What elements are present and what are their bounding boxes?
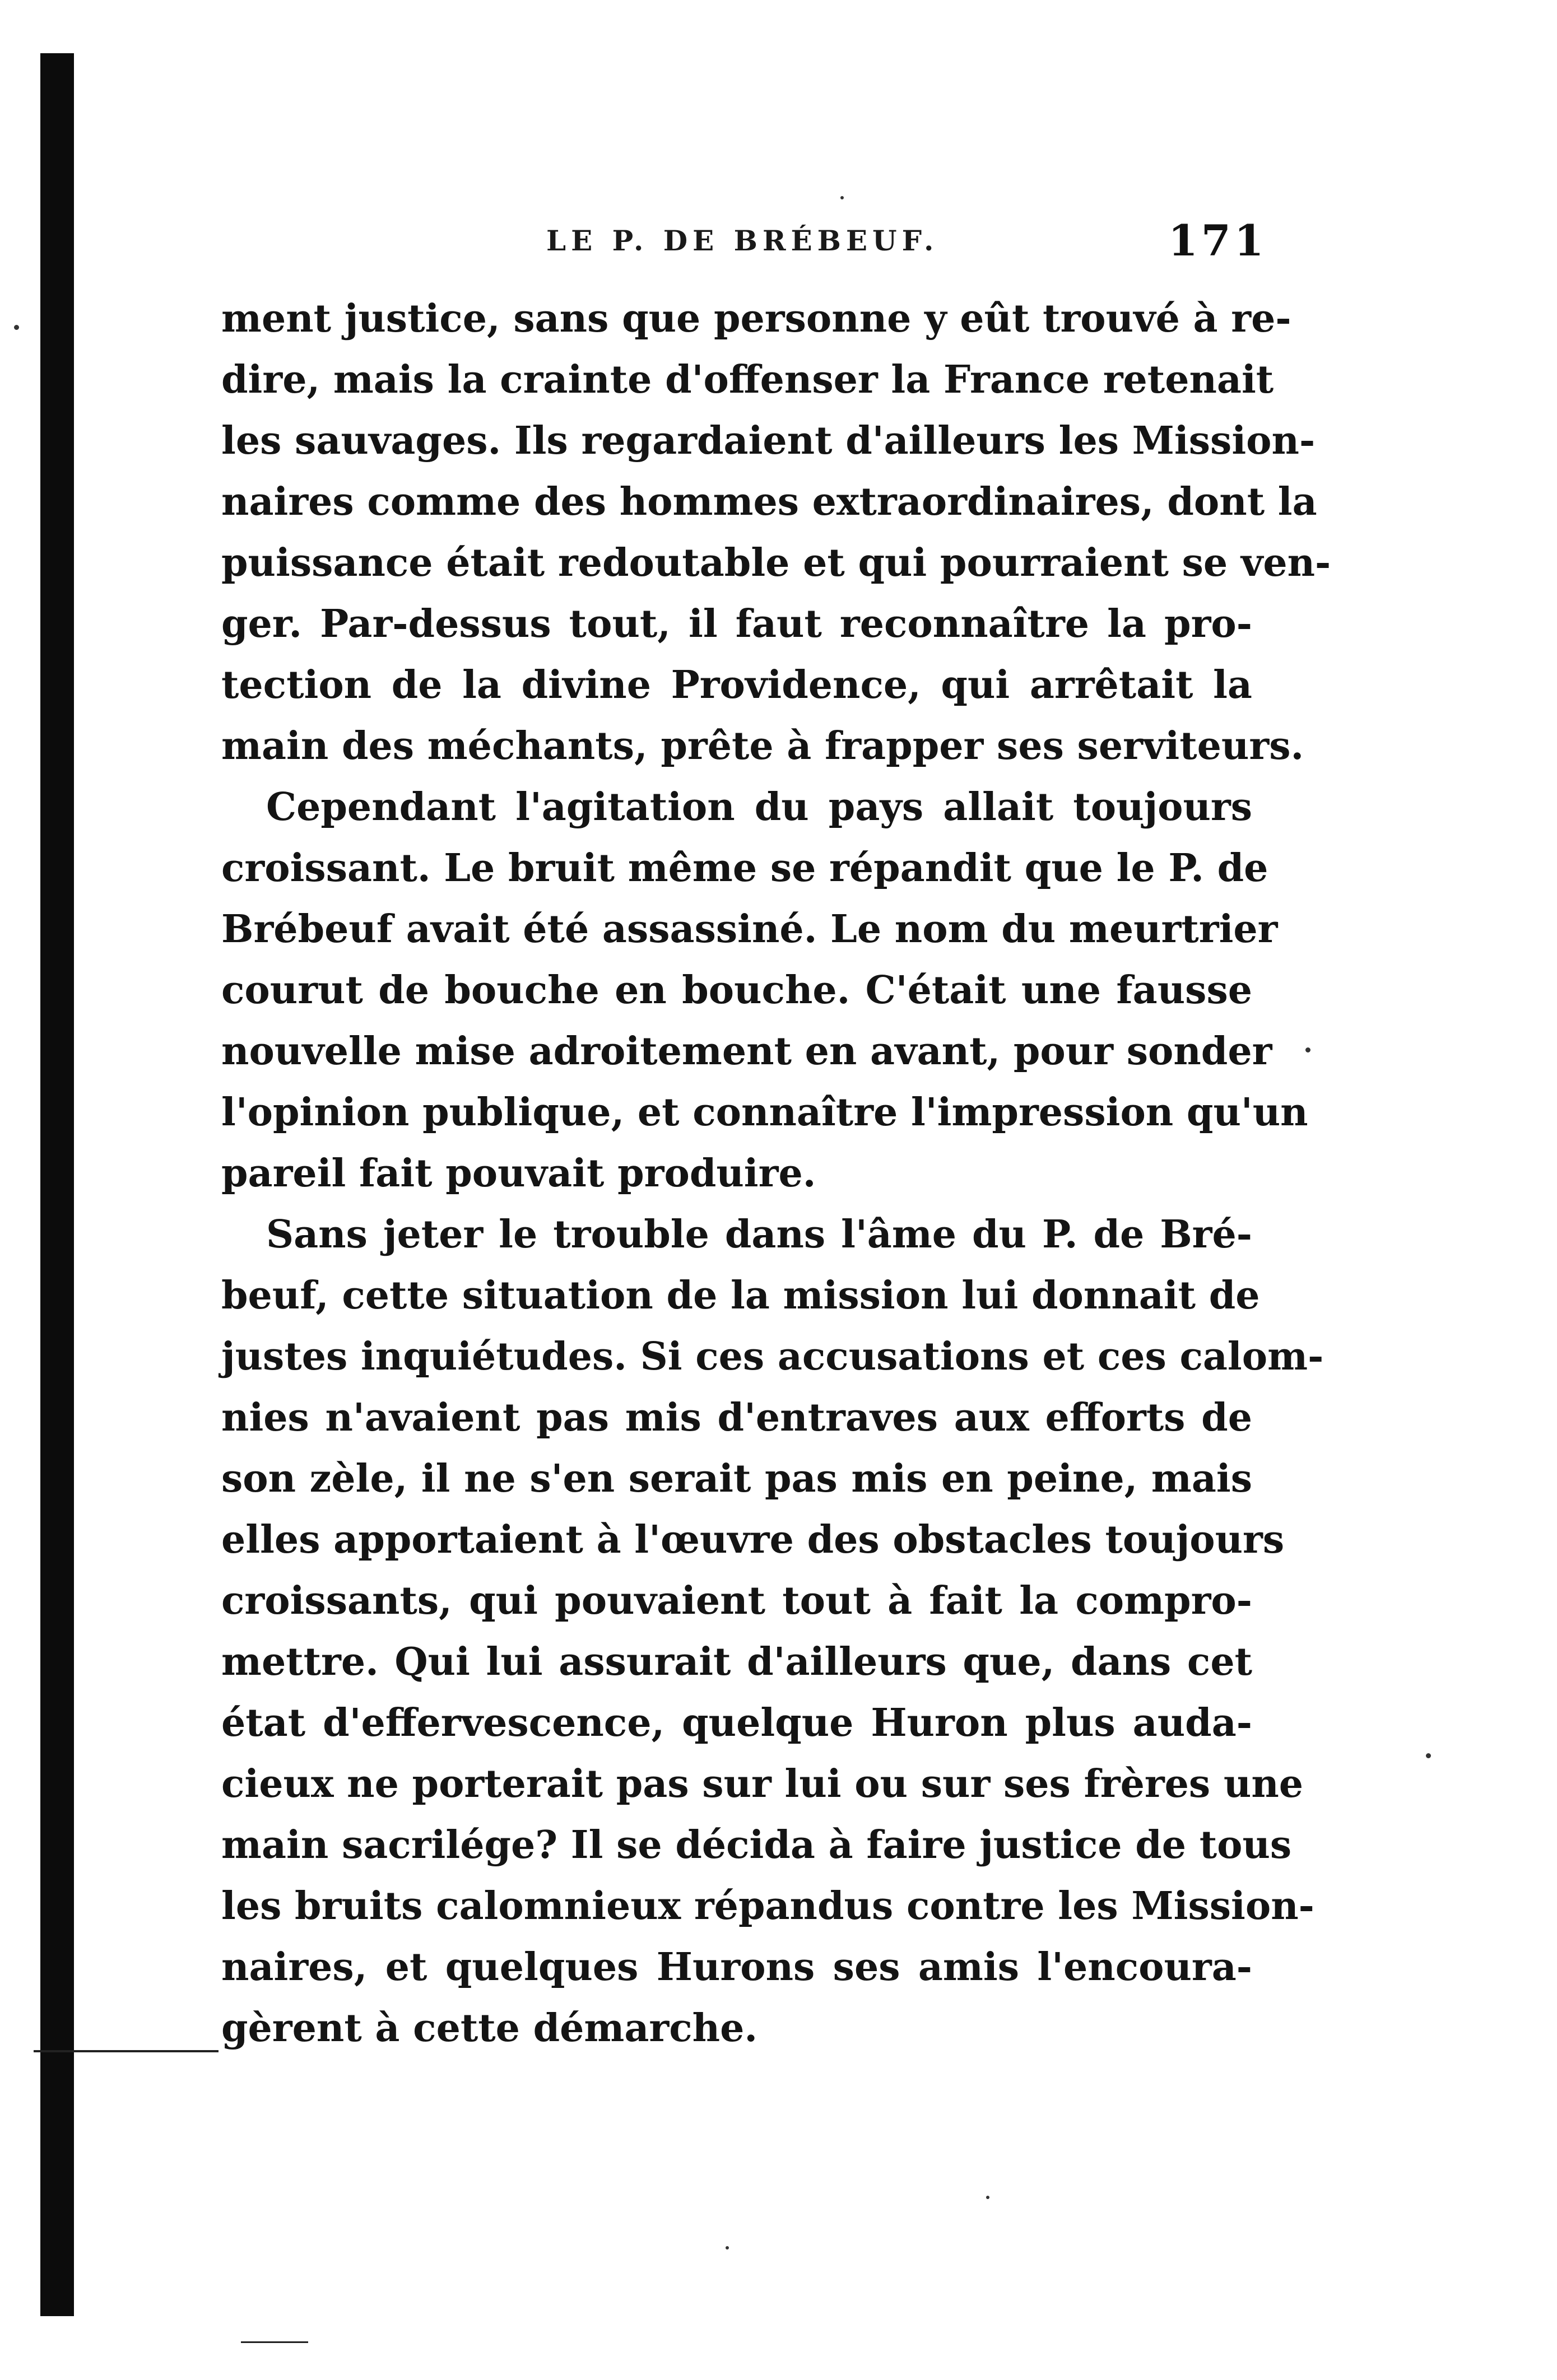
scan-speck xyxy=(1426,1753,1431,1758)
text-line: ger. Par-dessus tout, il faut reconnaître la pro- xyxy=(221,602,1252,646)
text-line: mettre. Qui lui assurait d'ailleurs que, dans cet xyxy=(221,1640,1252,1684)
text-line: main des méchants, prête à frapper ses serviteurs. xyxy=(221,724,1304,769)
margin-rule-line xyxy=(34,2050,219,2052)
scan-speck xyxy=(840,196,844,199)
text-line: courut de bouche en bouche. C'était une fausse xyxy=(221,968,1252,1013)
text-line: Brébeuf avait été assassiné. Le nom du meurtrier xyxy=(221,907,1278,952)
running-head: LE P. DE BRÉBEUF. xyxy=(546,224,939,257)
text-line: dire, mais la crainte d'offenser la France retenait xyxy=(221,357,1274,402)
page-number: 171 xyxy=(1168,216,1267,266)
text-line: pareil fait pouvait produire. xyxy=(221,1151,816,1196)
body-text xyxy=(221,288,1331,2059)
text-line: tection de la divine Providence, qui arrêtait la xyxy=(221,663,1252,707)
text-line: l'opinion publique, et connaître l'impression qu'un xyxy=(221,1090,1308,1135)
scan-speck xyxy=(14,325,19,330)
scan-speck xyxy=(1305,1047,1310,1052)
text-line: justes inquiétudes. Si ces accusations et ces calom- xyxy=(221,1334,1324,1379)
text-line: cieux ne porterait pas sur lui ou sur ses frères une xyxy=(221,1762,1304,1806)
text-line: Sans jeter le trouble dans l'âme du P. de Bré- xyxy=(266,1212,1252,1257)
text-line: son zèle, il ne s'en serait pas mis en peine, mais xyxy=(221,1456,1252,1501)
text-line: les sauvages. Ils regardaient d'ailleurs les Mission- xyxy=(221,418,1316,463)
text-line: beuf, cette situation de la mission lui donnait de xyxy=(221,1273,1260,1318)
text-line: nouvelle mise adroitement en avant, pour sonder xyxy=(221,1029,1272,1074)
text-line: naires, et quelques Hurons ses amis l'encoura- xyxy=(221,1945,1252,1990)
text-line: croissants, qui pouvaient tout à fait la compro- xyxy=(221,1578,1252,1623)
text-line: Cependant l'agitation du pays allait toujours xyxy=(266,785,1252,830)
page-binding-edge xyxy=(40,53,74,2316)
scan-speck xyxy=(986,2196,989,2199)
text-line: puissance était redoutable et qui pourraient se ven- xyxy=(221,541,1331,585)
text-line: état d'effervescence, quelque Huron plus auda- xyxy=(221,1701,1252,1745)
text-line: gèrent à cette démarche. xyxy=(221,2006,758,2051)
text-line: elles apportaient à l'œuvre des obstacles toujours xyxy=(221,1517,1285,1562)
text-line: croissant. Le bruit même se répandit que le P. de xyxy=(221,846,1268,891)
text-line: nies n'avaient pas mis d'entraves aux efforts de xyxy=(221,1395,1252,1440)
scan-speck xyxy=(726,2246,729,2249)
text-line: ment justice, sans que personne y eût trouvé à re- xyxy=(221,296,1291,341)
text-line: main sacrilége? Il se décida à faire justice de tous xyxy=(221,1823,1292,1867)
text-line: naires comme des hommes extraordinaires, dont la xyxy=(221,479,1317,524)
margin-rule-line xyxy=(241,2341,308,2343)
text-line: les bruits calomnieux répandus contre les Mission- xyxy=(221,1884,1314,1929)
